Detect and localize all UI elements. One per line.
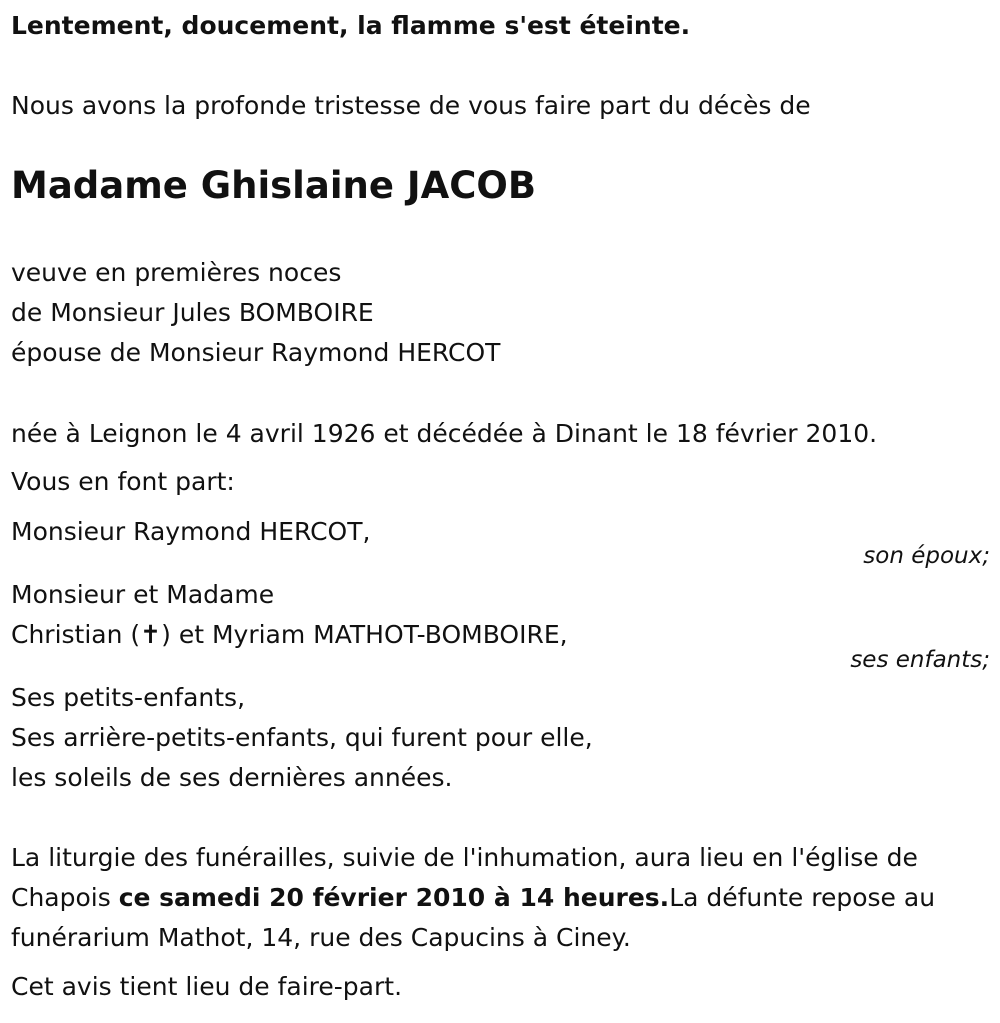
deceased-name: Madame Ghislaine JACOB [11,164,537,207]
children-line-2-end: ) et Myriam MATHOT-BOMBOIRE, [161,620,568,649]
opening-line: Lentement, doucement, la flamme s'est éteinte. [11,11,691,40]
funeral-date-time: ce samedi 20 février 2010 à 14 heures. [118,883,670,912]
funeral-line-3: funérarium Mathot, 14, rue des Capucins à Ciney. [11,923,631,952]
spouse-name: Monsieur Raymond HERCOT, [11,517,371,546]
marital-line-1: veuve en premières noces [11,258,342,287]
funeral-rest-text: La défunte repose au [669,883,936,912]
funeral-line-2 [11,883,935,913]
family-intro: Vous en font part: [11,467,235,496]
birth-death-text: née à Leignon le 4 avril 1926 et décédée à Dinant le 18 février 2010. [11,419,878,448]
funeral-place: Chapois [11,883,119,912]
cross-icon: ✝ [140,620,162,649]
funeral-line-1: La liturgie des funérailles, suivie de l'inhumation, aura lieu en l'église de [11,843,918,872]
children-line-1: Monsieur et Madame [11,580,275,609]
closing-line: Cet avis tient lieu de faire-part. [11,972,403,1001]
announcement-text: Nous avons la profonde tristesse de vous faire part du décès de [11,91,811,120]
marital-line-3: épouse de Monsieur Raymond HERCOT [11,338,501,367]
spouse-relation: son époux; [863,543,990,569]
grandchildren-line: Ses petits-enfants, [11,683,246,712]
children-relation: ses enfants; [850,647,990,673]
children-line-2 [11,620,568,650]
marital-line-2: de Monsieur Jules BOMBOIRE [11,298,374,327]
children-line-2-start: Christian ( [11,620,141,649]
great-grandchildren-line-2: les soleils de ses dernières années. [11,763,453,792]
great-grandchildren-line: Ses arrière-petits-enfants, qui furent pour elle, [11,723,593,752]
